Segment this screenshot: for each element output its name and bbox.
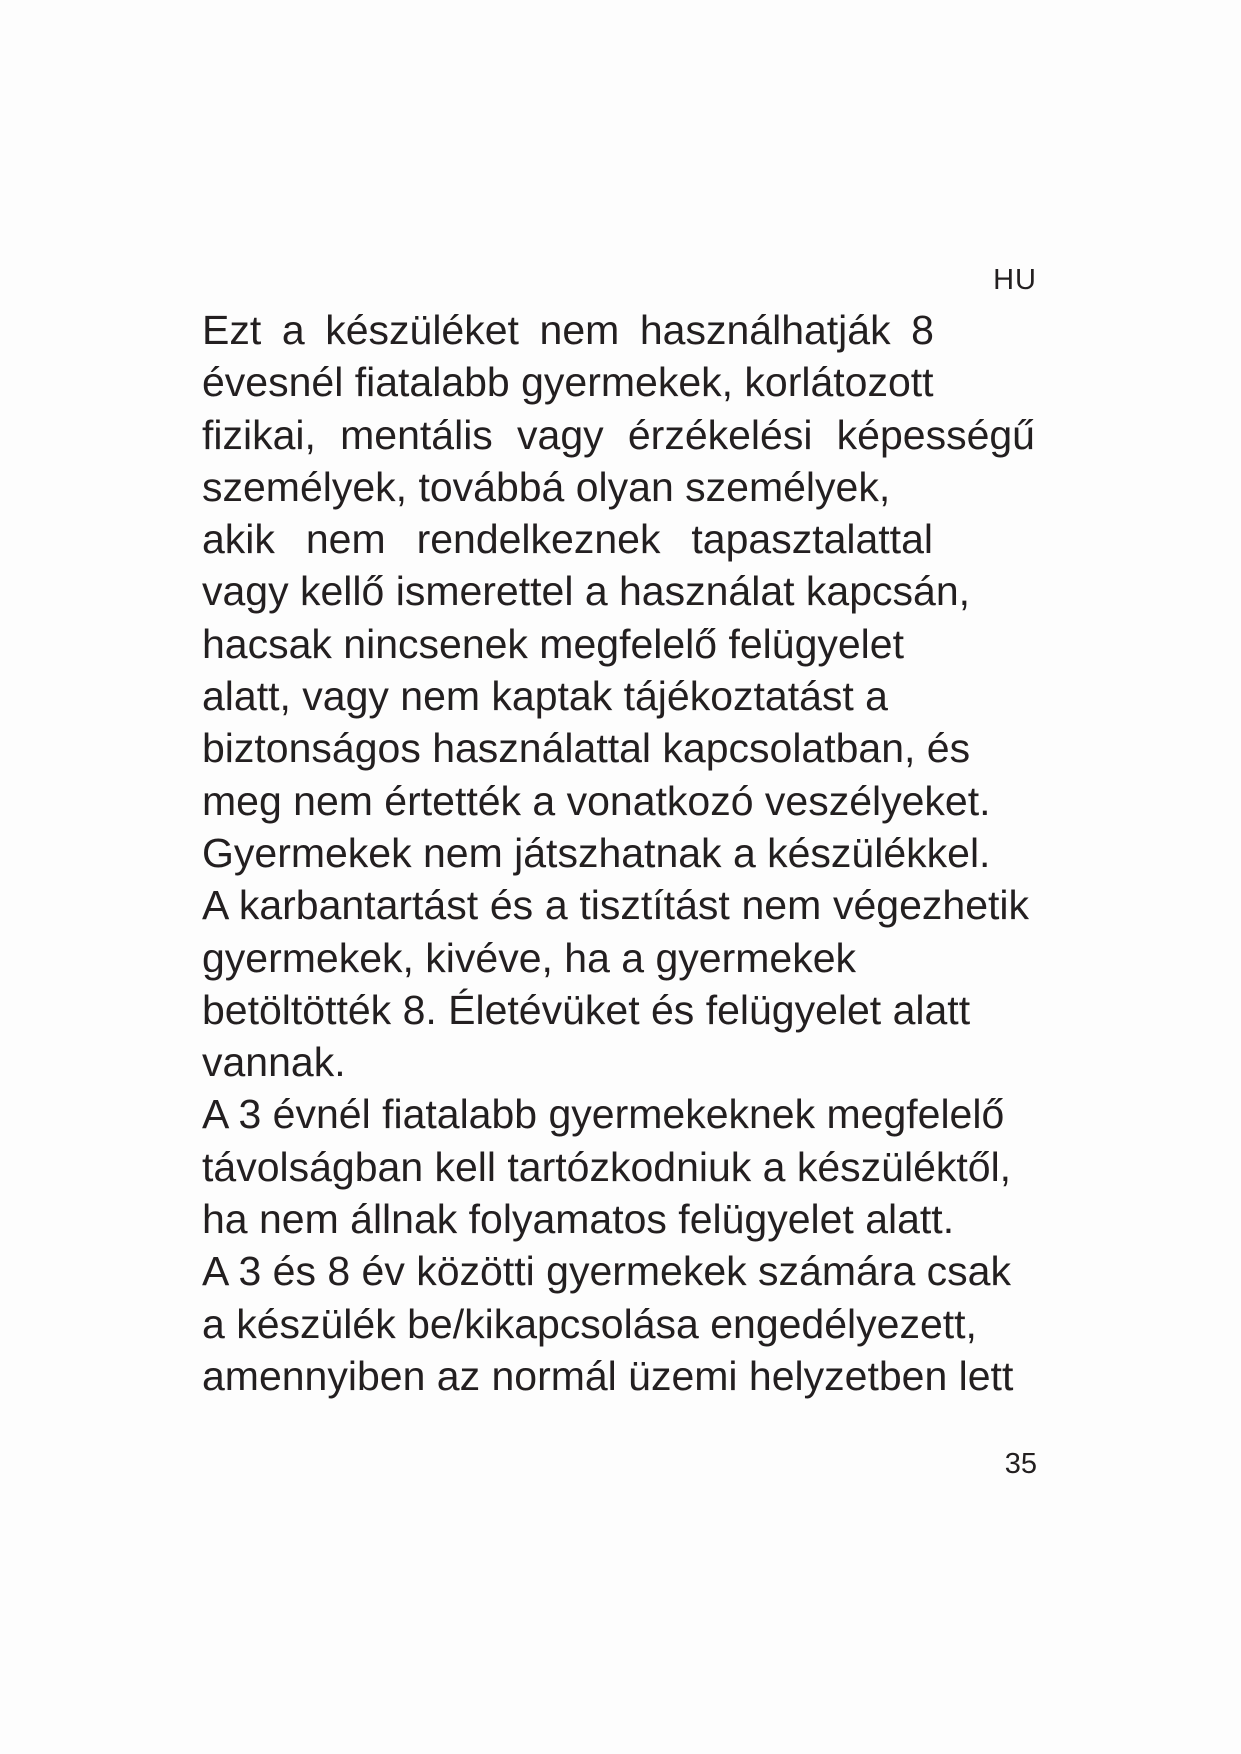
text-line: személyek, továbbá olyan személyek, [202, 463, 891, 510]
text-line: ha nem állnak folyamatos felügyelet alatt. [202, 1196, 955, 1243]
text-line: a készülék be/kikapcsolása engedélyezett, [202, 1300, 977, 1347]
text-line: Ezt a készüléket nem használhatják 8 [202, 307, 934, 353]
text-line: vannak. [202, 1039, 346, 1086]
text-line: A 3 évnél fiatalabb gyermekeknek megfelelő [202, 1091, 1005, 1138]
text-line: amennyiben az normál üzemi helyzetben lett [202, 1352, 1014, 1399]
text-line: alatt, vagy nem kaptak tájékoztatást a [202, 673, 888, 720]
safety-paragraph [202, 304, 1038, 1402]
text-line: Gyermekek nem játszhatnak a készülékkel. [202, 829, 991, 876]
text-line: biztonságos használattal kapcsolatban, és [202, 725, 971, 772]
text-line: gyermekek, kivéve, ha a gyermekek [202, 934, 856, 981]
text-line: vagy kellő ismerettel a használat kapcsán, [202, 568, 971, 615]
text-line: hacsak nincsenek megfelelő felügyelet [202, 620, 904, 667]
text-line: betöltötték 8. Életévüket és felügyelet alatt [202, 986, 971, 1033]
page-number: 35 [1004, 1448, 1037, 1480]
text-line: A karbantartást és a tisztítást nem végezhetik [202, 882, 1029, 929]
text-line: A 3 és 8 év közötti gyermekek számára csak [202, 1248, 1011, 1295]
text-line: fizikai, mentális vagy érzékelési képességű [202, 411, 1035, 458]
language-code: HU [993, 264, 1037, 296]
text-line: évesnél fiatalabb gyermekek, korlátozott [202, 359, 934, 406]
text-line: akik nem rendelkeznek tapasztalattal [202, 516, 933, 563]
text-line: meg nem értették a vonatkozó veszélyeket. [202, 777, 991, 824]
text-line: távolságban kell tartózkodniuk a készüléktől, [202, 1143, 1012, 1190]
